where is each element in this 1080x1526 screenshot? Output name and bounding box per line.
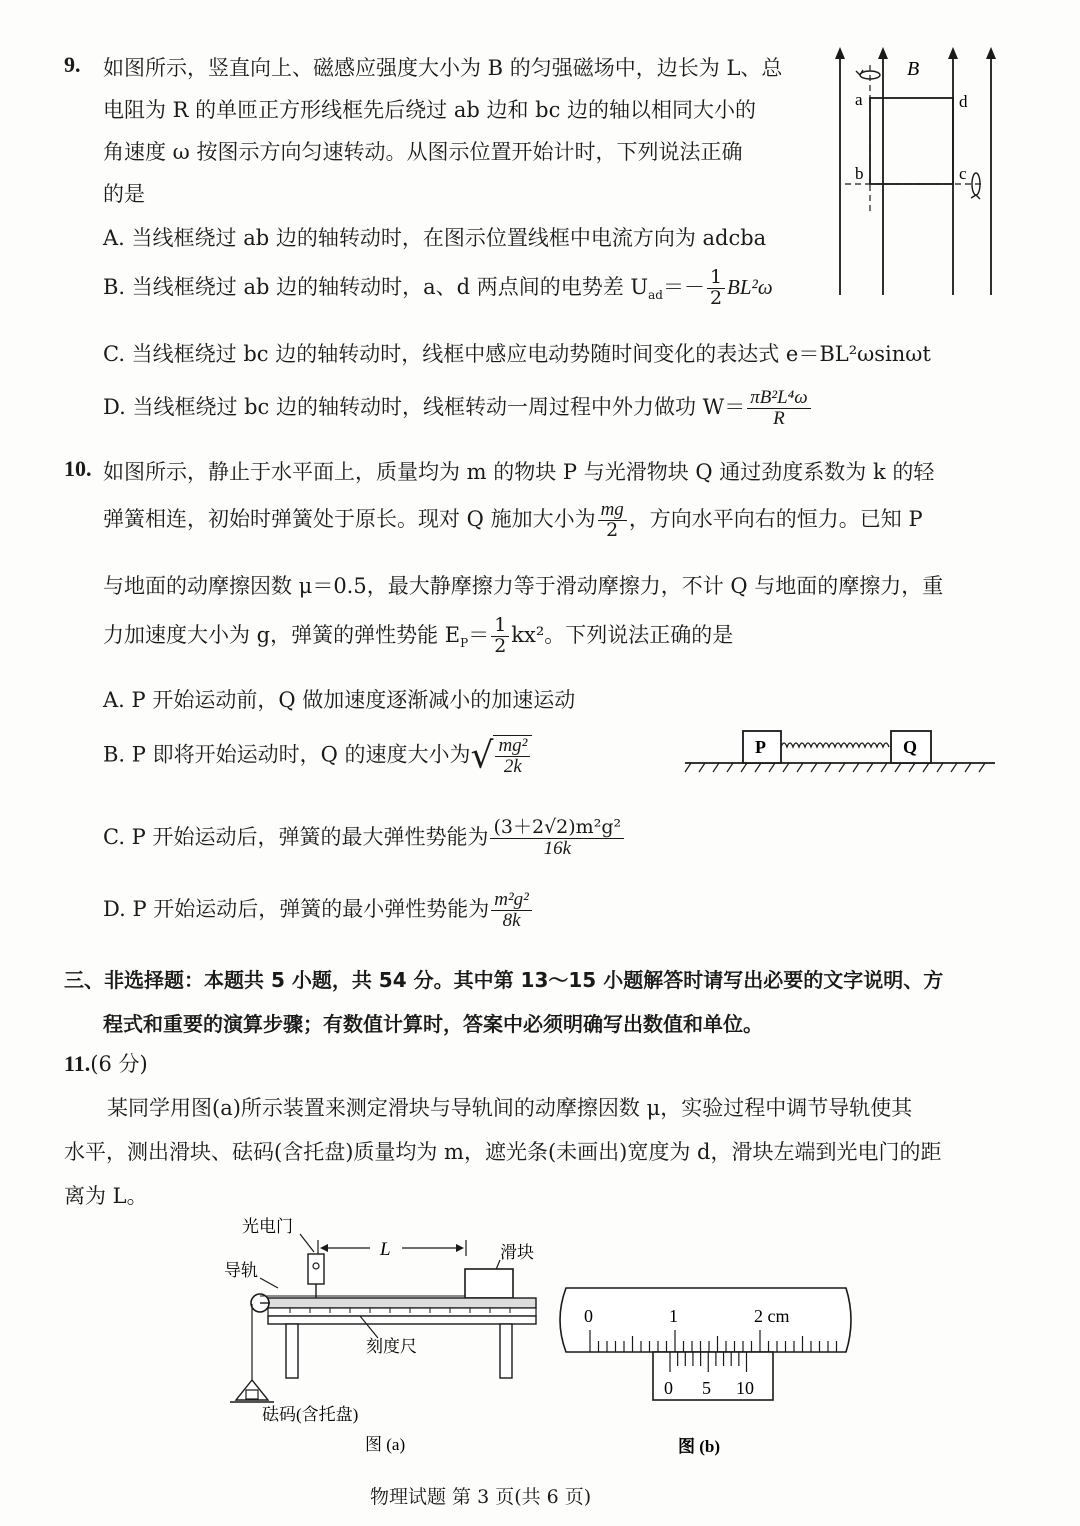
q10-spring-blocks-figure [683,725,998,780]
fig-a-caption: 图 (a) [365,1435,406,1454]
q10-option-c-fraction [490,818,624,859]
q10-option-d [103,890,534,931]
q9-number: 9. [64,52,81,77]
q10-option-d-prefix: D. P 开始运动后，弹簧的最小弹性势能为 [103,896,490,921]
main-tick-2: 2 cm [754,1306,790,1326]
q9-option-d-prefix: D. 当线框绕过 bc 边的轴转动时，线框转动一周过程中外力做功 W＝ [103,394,746,419]
q9-stem-line3: 角速度 ω 按图示方向匀速转动。从图示位置开始计时，下列说法正确 [103,140,743,164]
q10-line4 [103,616,733,657]
q10-number: 10. [64,456,92,481]
q9-option-b-prefix: B. 当线框绕过 ab 边的轴转动时，a、d 两点间的电势差 U [103,274,649,299]
q9-option-b-fraction [707,268,725,309]
q10-line2-tail: ，方向水平向右的恒力。已知 P [628,506,923,531]
fig-a-gate-label: 光电门 [242,1217,293,1236]
field-label-B: B [907,58,920,80]
q11-points: (6 分) [90,1052,148,1076]
ground-hatch [685,763,985,772]
q11-header [64,1048,148,1078]
q9-option-a: A. 当线框绕过 ab 边的轴转动时，在图示位置线框中电流方向为 adcba [103,226,767,250]
fig-a-ruler-label: 刻度尺 [366,1337,417,1356]
main-tick-0: 0 [584,1306,593,1326]
fig-a-L-label: L [380,1239,391,1260]
q10-option-b-prefix: B. P 即将开始运动时，Q 的速度大小为 [103,742,471,767]
q9-option-b-sub: ad [648,288,663,303]
q10-option-d-num: m²g² [491,890,532,911]
vernier-tick-0: 0 [664,1378,673,1398]
q10-option-d-den: 8k [502,909,521,931]
q10-line4-eq: ＝ [468,622,490,647]
q10-energy-fraction [491,616,509,657]
q9-option-b-den: 2 [709,286,723,309]
corner-label-b: b [855,164,864,183]
section3-line1: 三、非选择题：本题共 5 小题，共 54 分。其中第 13～15 小题解答时请写出必要的文字说明、方 [64,968,944,992]
q10-option-c [103,818,626,859]
q10-line4-prefix: 力加速度大小为 g，弹簧的弹性势能 E [103,622,461,647]
fig-a-rail-label: 导轨 [224,1261,258,1280]
q10-force-num: mg [598,500,627,521]
slider-block [465,1269,513,1298]
q10-line1: 如图所示，静止于水平面上，质量均为 m 的物块 P 与光滑物块 Q 通过劲度系数为 k 的轻 [103,460,935,484]
q10-option-a: A. P 开始运动前，Q 做加速度逐渐减小的加速运动 [103,688,576,712]
q11-figure-b-vernier [550,1280,860,1470]
block-P-label: P [755,737,766,757]
block-Q-label: Q [903,737,918,757]
guide-rail [268,1298,536,1308]
q9-option-d-num: πB²L⁴ω [747,388,810,409]
vernier-tick-10: 10 [736,1378,754,1398]
q9-option-b-num: 1 [707,268,725,289]
q10-option-c-den: 16k [543,837,572,859]
fig-a-weight-label: 砝码(含托盘) [262,1405,359,1424]
fig-a-slider-label: 滑块 [500,1243,534,1262]
q9-option-d [103,388,813,429]
q9-option-d-fraction [747,388,810,429]
page-footer: 物理试题 第 3 页(共 6 页) [370,1486,592,1508]
q9-option-b [103,268,773,309]
fig-b-caption: 图 (b) [678,1437,721,1456]
corner-label-d: d [959,92,968,111]
q11-line1: 某同学用图(a)所示装置来测定滑块与导轨间的动摩擦因数 μ，实验过程中调节导轨使其 [107,1096,913,1120]
q9-option-c: C. 当线框绕过 bc 边的轴转动时，线框中感应电动势随时间变化的表达式 e＝BL²ωsinωt [103,342,931,366]
corner-label-a: a [855,90,863,109]
q10-option-b-sqrt: √ $\frac{\text{mg²}}{2k}$ [470,735,532,777]
q9-magnetic-field-figure [835,45,1015,295]
q11-number: 11. [64,1051,91,1076]
table-top [268,1316,536,1324]
q10-option-b-num: mg² [495,736,530,757]
section3-line2: 程式和重要的演算步骤；有数值计算时，答案中必须明确写出数值和单位。 [103,1012,763,1036]
q9-stem-line1: 如图所示，竖直向上、磁感应强度大小为 B 的匀强磁场中，边长为 L、总 [103,56,783,80]
q9-option-d-den: R [773,407,785,429]
q10-option-c-num: (3＋2√2)m²g² [490,818,624,839]
q10-line2 [103,500,923,541]
q9-option-b-eq: ＝－ [662,274,705,299]
corner-label-c: c [959,164,967,183]
q9-stem-line4: 的是 [103,182,145,206]
q10-line4-sub: P [460,636,469,651]
spring [781,743,889,747]
q9-option-b-tail: BL²ω [727,274,773,299]
q10-line2-prefix: 弹簧相连，初始时弹簧处于原长。现对 Q 施加大小为 [103,506,596,531]
q10-option-c-prefix: C. P 开始运动后，弹簧的最大弹性势能为 [103,824,489,849]
q11-line3: 离为 L。 [64,1184,148,1208]
q10-force-den: 2 [606,518,619,541]
q10-line4-tail: kx²。下列说法正确的是 [511,622,734,647]
main-tick-1: 1 [669,1306,678,1326]
q11-figure-a [210,1212,560,1462]
ruler-scale [268,1308,536,1316]
q10-energy-den: 2 [494,634,507,657]
vernier-tick-5: 5 [702,1378,711,1398]
q10-force-fraction [598,500,627,541]
q10-energy-num: 1 [491,616,509,637]
q10-option-b [103,735,532,777]
q9-stem-line2: 电阻为 R 的单匝正方形线框先后绕过 ab 边和 bc 边的轴以相同大小的 [103,98,757,122]
main-scale [560,1288,851,1352]
q11-line2: 水平，测出滑块、砝码(含托盘)质量均为 m，遮光条(未画出)宽度为 d，滑块左端到光电门的距 [64,1140,942,1164]
q10-option-b-den: 2k [503,755,522,777]
weight-icon [246,1390,258,1399]
q10-line3: 与地面的动摩擦因数 μ＝0.5，最大静摩擦力等于滑动摩擦力，不计 Q 与地面的摩擦力，重 [103,574,944,598]
q10-option-d-fraction [491,890,532,931]
